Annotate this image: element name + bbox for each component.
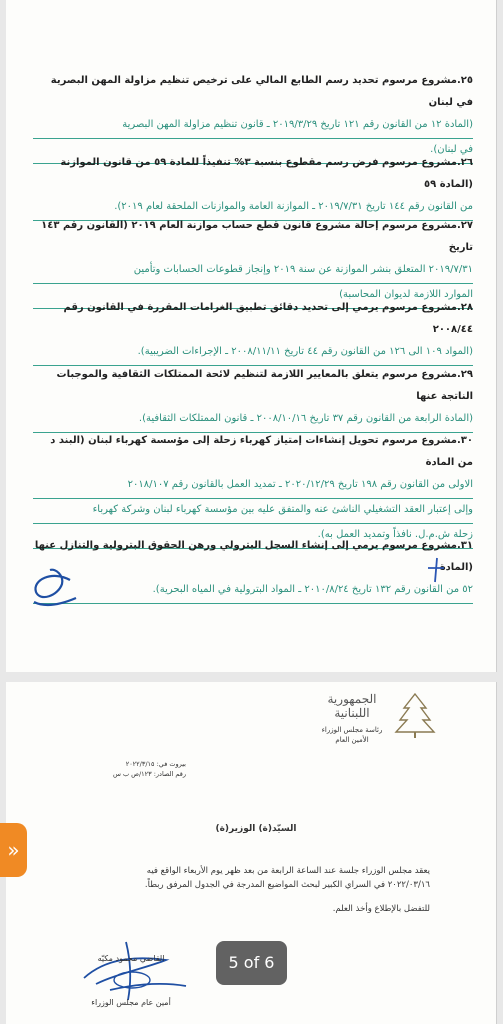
item-line: (المواد ١٠٩ الى ١٢٦ من القانون رقم ٤٤ تاريخ ٢٠٠٨/١١/١١ ـ الإجراءات الضريبية).: [137, 346, 473, 357]
item-number: ٢٩: [460, 369, 473, 380]
item-line: مشروع مرسوم يرمي إلى تحديد دقائق تطبيق الغرامات المقررة في القانون رقم ٢٠٠٨/٤٤: [63, 302, 473, 335]
list-item: ٢٧.مشروع مرسوم إحالة مشروع قانون قطع حساب موازنة العام ٢٠١٩ (القانون رقم ١٤٣ تاريخ ٢٠١٩/٧/٣١ المتعلق بنشر الموازنة عن سنة ٢٠١٩ وإنجاز قطوعات الحسابات وتأمين الموارد اللازمة لديوان المحاسبة): [33, 215, 473, 309]
item-line: زحلة ش.م.ل. نافذاً وتمديد العمل به).: [317, 529, 473, 540]
handwritten-tick-icon: [424, 556, 448, 584]
page-edge: [496, 0, 497, 672]
item-number: ٣٠: [460, 435, 473, 446]
list-item: ٢٨.مشروع مرسوم يرمي إلى تحديد دقائق تطبيق الغرامات المقررة في القانون رقم ٢٠٠٨/٤٤ (المواد ١٠٩ الى ١٢٦ من القانون رقم ٤٤ تاريخ ٢٠٠٨/١١/١١ ـ الإجراءات الضريبية).: [33, 297, 473, 366]
item-line: ٥٢ من القانون رقم ١٣٢ تاريخ ٢٠١٠/٨/٢٤ ـ المواد البترولية في المياه البحرية).: [152, 584, 473, 595]
item-line: الاولى من القانون رقم ١٩٨ تاريخ ٢٠٢٠/١٢/٢٩ ـ تمديد العمل بالقانون رقم ٢٠١٨/١٠٧: [127, 479, 473, 490]
item-line: ٢٠١٩/٧/٣١ المتعلق بنشر الموازنة عن سنة ٢٠١٩ وإنجاز قطوعات الحسابات وتأمين: [133, 264, 473, 275]
double-chevron-right-icon: »: [7, 838, 20, 862]
page-edge: [496, 682, 497, 1024]
letterhead-office: رئاسة مجلس الوزراء: [321, 726, 383, 734]
item-number: ٢٨: [460, 302, 473, 313]
item-line: مشروع مرسوم تحويل إنشاءات إمتياز كهرباء زحلة إلى مؤسسة كهرباء لبنان (البند د من المادة: [50, 435, 473, 468]
item-line: مشروع مرسوم تحديد رسم الطابع المالي على ترخيص تنظيم مزاولة المهن البصرية في لبنان: [50, 75, 473, 108]
item-line: (المادة ١٢ من القانون رقم ١٢١ تاريخ ٢٠١٩/٣/٢٩ ـ قانون تنظيم مزاولة المهن البصرية: [122, 119, 473, 130]
item-line: مشروع مرسوم يتعلق بالمعايير اللازمة لتنظيم لائحة الممتلكات الثقافية والموجبات الناتجة عنها: [56, 369, 473, 402]
letterhead-office-sub: الأمين العام: [335, 736, 369, 744]
item-line: من القانون رقم ١٤٤ تاريخ ٢٠١٩/٧/٣١ ـ الموازنة العامة والموازنات الملحقة لعام ٢٠١٩).: [114, 201, 473, 212]
handwritten-mark-icon: [22, 562, 82, 612]
item-number: ٣١: [460, 540, 473, 551]
reference-line: رقم الصادر: ١٢٣/ص ب س: [112, 770, 186, 778]
page-indicator: 5 of 6: [216, 941, 287, 985]
salutation: السيّد(ة) الوزير(ة): [215, 824, 297, 834]
item-number: ٢٦: [460, 157, 473, 168]
document-page-5: [6, 0, 497, 672]
item-line: مشروع مرسوم يرمي إلى إنشاء السجل البترولي ورهن الحقوق البترولية والتنازل عنها (المادة: [34, 540, 473, 573]
list-item: ٢٥.مشروع مرسوم تحديد رسم الطابع المالي على ترخيص تنظيم مزاولة المهن البصرية في لبنان (المادة ١٢ من القانون رقم ١٢١ تاريخ ٢٠١٩/٣/٢٩ ـ قانون تنظيم مزاولة المهن البصرية في لبنان).: [33, 70, 473, 164]
date-line: بيروت في: ٢٠٢٢/٣/١٥: [125, 760, 186, 768]
letterhead-title: الجمهورية اللبنانية: [327, 692, 377, 720]
list-item: ٢٦.مشروع مرسوم فرض رسم مقطوع بنسبة ٣% تنفيذاً للمادة ٥٩ من قانون الموازنة (المادة ٥٩ من القانون رقم ١٤٤ تاريخ ٢٠١٩/٧/٣١ ـ الموازنة العامة والموازنات الملحقة لعام ٢٠١٩).: [33, 152, 473, 221]
list-item: ٣١.مشروع مرسوم يرمي إلى إنشاء السجل البترولي ورهن الحقوق البترولية والتنازل عنها (المادة ٥٢ من القانون رقم ١٣٢ تاريخ ٢٠١٠/٨/٢٤ ـ المواد البترولية في المياه البحرية).: [33, 535, 473, 604]
item-line: في لبنان).: [430, 144, 473, 155]
body-line: للتفضل بالإطلاع وأخذ العلم.: [332, 904, 430, 914]
cedar-crest-icon: [390, 690, 440, 740]
body-line: يعقد مجلس الوزراء جلسة عند الساعة الرابعة من بعد ظهر يوم الأربعاء الواقع فيه: [146, 866, 430, 876]
body-line: ٢٠٢٢/٠٣/١٦ في السراي الكبير لبحث المواضيع المدرجة في الجدول المرفق ربطاً.: [144, 880, 430, 890]
item-line: مشروع مرسوم إحالة مشروع قانون قطع حساب موازنة العام ٢٠١٩ (القانون رقم ١٤٣ تاريخ: [41, 220, 473, 253]
expand-sidebar-button[interactable]: [0, 823, 27, 877]
list-item: ٣٠.مشروع مرسوم تحويل إنشاءات إمتياز كهرباء زحلة إلى مؤسسة كهرباء لبنان (البند د من المادة الاولى من القانون رقم ١٩٨ تاريخ ٢٠٢٠/١٢/٢٩ ـ تمديد العمل بالقانون رقم ٢٠١٨/١٠٧ وإلى إعتبار العقد التشغيلي الناشئ عنه والمتفق عليه بين مؤسسة كهرباء لبنان وشركة كهرباء زحلة ش.م.ل. نافذاً وتمديد العمل به).: [33, 430, 473, 549]
list-item: ٢٩.مشروع مرسوم يتعلق بالمعايير اللازمة لتنظيم لائحة الممتلكات الثقافية والموجبات الناتجة عنها (المادة الرابعة من القانون رقم ٣٧ تاريخ ٢٠٠٨/١٠/١٦ ـ قانون الممتلكات الثقافية).: [33, 364, 473, 433]
signer-title: أمين عام مجلس الوزراء: [91, 998, 171, 1007]
item-line: وإلى إعتبار العقد التشغيلي الناشئ عنه والمتفق عليه بين مؤسسة كهرباء لبنان وشركة كهرباء: [92, 504, 473, 515]
signature-icon: [76, 928, 196, 1008]
item-number: ٢٥: [460, 75, 473, 86]
item-line: الموارد اللازمة لديوان المحاسبة): [339, 289, 473, 300]
item-number: ٢٧: [460, 220, 473, 231]
item-line: مشروع مرسوم فرض رسم مقطوع بنسبة ٣% تنفيذاً للمادة ٥٩ من قانون الموازنة (المادة ٥٩: [60, 157, 473, 190]
item-line: (المادة الرابعة من القانون رقم ٣٧ تاريخ ٢٠٠٨/١٠/١٦ ـ قانون الممتلكات الثقافية).: [138, 413, 473, 424]
signer-name: القاضي محمود مكيّه: [97, 954, 165, 963]
